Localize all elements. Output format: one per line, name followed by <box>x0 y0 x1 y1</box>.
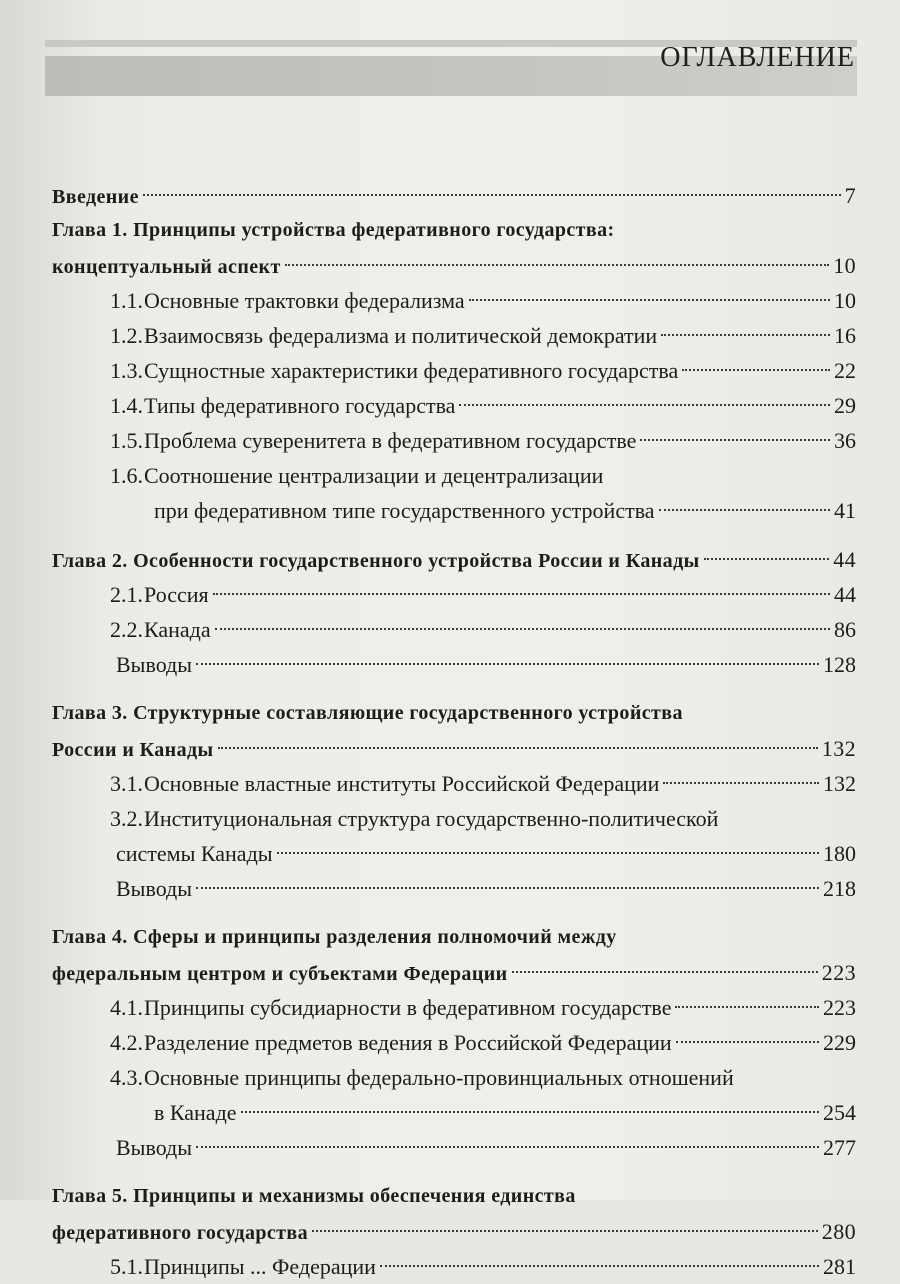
section-number: 4.1. <box>110 995 143 1020</box>
entry-title: Глава 2. Особенности государственного устройства России и Канады <box>52 550 700 572</box>
dot-leader <box>196 1146 819 1148</box>
toc-entry <box>52 577 856 612</box>
entry-title: при федеративном типе государственного устройства <box>154 498 655 523</box>
page-number: 281 <box>823 1254 856 1279</box>
entry-title: Выводы <box>116 1135 193 1160</box>
section-number: 3.2. <box>110 806 143 831</box>
page-number: 128 <box>823 652 856 677</box>
section-gap <box>52 906 856 920</box>
toc-entry <box>52 836 856 871</box>
toc-entry <box>52 990 856 1025</box>
page-number: 44 <box>833 547 856 572</box>
section-number: 2.1. <box>110 582 143 607</box>
toc-entry <box>52 283 856 318</box>
entry-title: Принципы субсидиарности в федеративном государстве <box>144 995 672 1020</box>
entry-title: Выводы <box>116 876 193 901</box>
toc-entry <box>52 493 856 528</box>
dot-leader <box>512 971 818 973</box>
page-number: 277 <box>823 1135 856 1160</box>
toc-entry <box>52 1249 856 1284</box>
entry-title: Институциональная структура государственно-политической <box>144 806 719 831</box>
toc-entry <box>52 388 856 423</box>
entry-title: Основные принципы федерально-провинциальных отношений <box>144 1065 734 1090</box>
section-number: 4.3. <box>110 1065 143 1090</box>
page-number: 22 <box>834 358 856 383</box>
page-number: 132 <box>821 736 856 761</box>
entry-title: Россия <box>144 582 209 607</box>
entry-title: Основные трактовки федерализма <box>144 288 465 313</box>
toc-entry <box>52 696 856 731</box>
dot-leader <box>676 1041 819 1043</box>
toc-entry <box>52 542 856 577</box>
section-number: 1.3. <box>110 358 143 383</box>
entry-title: федеральным центром и субъектами Федерации <box>52 963 508 985</box>
toc-entry <box>52 1025 856 1060</box>
toc-entry <box>52 612 856 647</box>
toc-entry <box>52 647 856 682</box>
toc-entry <box>52 1130 856 1165</box>
page-number: 10 <box>834 288 856 313</box>
page-number: 16 <box>834 323 856 348</box>
dot-leader <box>213 593 830 595</box>
dot-leader <box>312 1230 818 1232</box>
section-number: 2.2. <box>110 617 143 642</box>
page-number: 7 <box>844 183 856 208</box>
entry-title: Взаимосвязь федерализма и политической демократии <box>144 323 658 348</box>
section-gap <box>52 682 856 696</box>
entry-title: Проблема суверенитета в федеративном государстве <box>144 428 637 453</box>
page-number: 180 <box>823 841 856 866</box>
toc-entry <box>52 920 856 955</box>
entry-title: Глава 3. Структурные составляющие государственного устройства <box>52 702 683 724</box>
entry-title: Глава 1. Принципы устройства федеративного государства: <box>52 219 615 241</box>
entry-title: Основные властные институты Российской Федерации <box>144 771 660 796</box>
entry-title: Глава 4. Сферы и принципы разделения полномочий между <box>52 926 617 948</box>
entry-title: Введение <box>52 186 139 208</box>
dot-leader <box>640 439 830 441</box>
page-number: 223 <box>821 960 856 985</box>
dot-leader <box>196 887 819 889</box>
page-title: ОГЛАВЛЕНИЕ <box>660 42 855 73</box>
page-number: 86 <box>834 617 856 642</box>
toc-entry <box>52 178 856 213</box>
toc-entry <box>52 871 856 906</box>
entry-title: Разделение предметов ведения в Российской Федерации <box>144 1030 672 1055</box>
entry-title: Глава 5. Принципы и механизмы обеспечения единства <box>52 1185 576 1207</box>
page-number: 229 <box>823 1030 856 1055</box>
page-number: 254 <box>823 1100 856 1125</box>
page-number: 223 <box>823 995 856 1020</box>
toc-entry <box>52 248 856 283</box>
section-gap <box>52 1165 856 1179</box>
dot-leader <box>459 404 830 406</box>
toc-entry <box>52 458 856 493</box>
page-number: 218 <box>823 876 856 901</box>
dot-leader <box>285 264 830 266</box>
toc-entry <box>52 1060 856 1095</box>
dot-leader <box>661 334 830 336</box>
entry-title: Сущностные характеристики федеративного государства <box>144 358 679 383</box>
dot-leader <box>663 782 819 784</box>
dot-leader <box>682 369 830 371</box>
entry-title: федеративного государства <box>52 1222 308 1244</box>
toc-entry <box>52 353 856 388</box>
toc-entry <box>52 801 856 836</box>
section-number: 4.2. <box>110 1030 143 1055</box>
page-number: 44 <box>834 582 856 607</box>
dot-leader <box>675 1006 819 1008</box>
entry-title: Соотношение централизации и децентрализации <box>144 463 604 488</box>
dot-leader <box>277 852 819 854</box>
toc-entry <box>52 423 856 458</box>
entry-title: Выводы <box>116 652 193 677</box>
entry-title: Типы федеративного государства <box>144 393 456 418</box>
entry-title: концептуальный аспект <box>52 256 281 278</box>
entry-title: России и Канады <box>52 739 214 761</box>
dot-leader <box>196 663 819 665</box>
dot-leader <box>218 747 818 749</box>
toc-entry <box>52 1095 856 1130</box>
dot-leader <box>215 628 830 630</box>
section-number: 1.5. <box>110 428 143 453</box>
toc-entry <box>52 766 856 801</box>
toc-entry <box>52 955 856 990</box>
section-number: 1.6. <box>110 463 143 488</box>
dot-leader <box>469 299 830 301</box>
dot-leader <box>380 1265 819 1267</box>
toc-entry <box>52 731 856 766</box>
section-number: 1.1. <box>110 288 143 313</box>
dot-leader <box>143 194 841 196</box>
page-number: 41 <box>834 498 856 523</box>
toc-entry <box>52 1179 856 1214</box>
toc-entry <box>52 213 856 248</box>
toc-entry <box>52 318 856 353</box>
entry-title: в Канаде <box>154 1100 237 1125</box>
page-number: 29 <box>834 393 856 418</box>
entry-title: Канада <box>144 617 211 642</box>
section-number: 5.1. <box>110 1254 143 1279</box>
page-number: 36 <box>834 428 856 453</box>
section-number: 1.4. <box>110 393 143 418</box>
toc-entry <box>52 1214 856 1249</box>
page-number: 132 <box>823 771 856 796</box>
dot-leader <box>659 509 830 511</box>
entry-title: Принципы ... Федерации <box>144 1254 376 1279</box>
section-gap <box>52 528 856 542</box>
page-number: 10 <box>833 253 856 278</box>
entry-title: системы Канады <box>116 841 273 866</box>
dot-leader <box>704 558 830 560</box>
section-number: 3.1. <box>110 771 143 796</box>
section-number: 1.2. <box>110 323 143 348</box>
page-number: 280 <box>821 1219 856 1244</box>
table-of-contents <box>52 178 856 1284</box>
dot-leader <box>241 1111 819 1113</box>
